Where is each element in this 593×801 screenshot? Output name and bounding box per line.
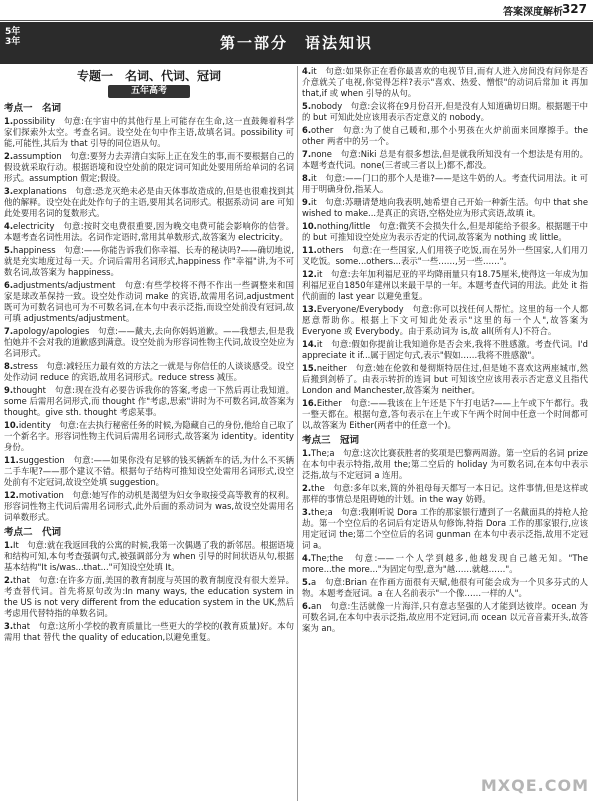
answer-item bbox=[302, 483, 588, 505]
answer-item bbox=[302, 553, 588, 575]
item-text: adjustments/adjustment 句意:有些学校将不得不作出一些调整来和国家是球改革保持一致。设空处作动词 make 的宾语,故需用名词,adjustment 既可为可数名词也可为不可数名词,在本句中表示泛指,而设空处前没有冠词,故可填 adjustments/adjustment。 bbox=[4, 280, 294, 323]
item-text: nothing/little 句意:微笑不会损失什么,但是却能给予很多。根据题干中的 but 可推知设空处应为表示否定的代词,故答案为 nothing 或 little。 bbox=[302, 221, 588, 242]
item-text: a 句意:Brian 在作画方面很有天赋,他很有可能会成为一个贝多芬式的人物。本题考查冠词。a 在人名前表示"一个像……一样的人"。 bbox=[302, 577, 588, 598]
item-text: nobody 句意:会议将在9月份召开,但是没有人知道确切日期。根据题干中的 but 可知此处应该用表示否定意义的 nobody。 bbox=[302, 101, 588, 122]
item-number: 5. bbox=[302, 101, 312, 111]
item-text: identity 句意:在去执行秘密任务的时候,为隐藏自己的身份,他给自己取了一个新名字。形容词性物主代词后需用名词形式,故答案为 identity。identity 身份。 bbox=[4, 420, 294, 452]
item-text: it 句意:苏珊请楚地向我表明,她希望自己开始一种新生活。句中 that she wished to make...是真正的宾语,空格处应为形式宾语,故填 it。 bbox=[302, 197, 588, 218]
item-text: explanations 句意:恐龙灭绝未必是由天体事故造成的,但是也很难找到其他的解释。设空处在此处作句子的主语,要用其名词形式。根据系动词 are 可知此处要用名词的复数形式。 bbox=[4, 186, 294, 218]
item-number: 8. bbox=[4, 361, 14, 371]
item-number: 7. bbox=[302, 149, 312, 159]
item-number: 14. bbox=[302, 339, 317, 349]
item-text: electricity 句意:按时交电费很重要,因为晚交电费可能会影响你的信誉。本题考查名词性用法。名词作定语时,常用其单数形式,故答案为 electricity。 bbox=[4, 221, 294, 242]
answer-item bbox=[4, 116, 294, 149]
answer-item bbox=[302, 398, 588, 431]
item-number: 8. bbox=[302, 173, 312, 183]
item-number: 3. bbox=[4, 186, 14, 196]
item-number: 11. bbox=[4, 455, 19, 465]
item-number: 4. bbox=[4, 221, 14, 231]
item-text: motivation 句意:她写作的动机是渴望为妇女争取接受高等教育的权利。形容词性物主代词后需用名词形式,此外后面的系动词为 was,故设空处需用名词单数形式。 bbox=[4, 490, 294, 522]
right-column bbox=[302, 66, 588, 801]
item-text: stress 句意:减轻压力最有效的方法之一就是与你信任的人谈谈感受。设空处作动词 reduce 的宾语,故用名词形式。reduce stress 减压。 bbox=[4, 361, 294, 382]
item-number: 12. bbox=[4, 490, 19, 500]
item-number: 2. bbox=[4, 151, 14, 161]
item-text: it 句意:如果你正在看你最喜欢的电视节目,而有人进入房间没有问你是否介意就关了电视,你觉得怎样?表示"喜欢、热爱、憎恨"的动词后常加 it 再加 that,if 或 when 引导的从句。 bbox=[302, 66, 588, 98]
item-number: 4. bbox=[302, 66, 312, 76]
item-number: 1. bbox=[4, 540, 14, 550]
item-text: it 句意:去年加利福尼亚的平均降雨量只有18.75厘米,使得这一年成为加利福尼亚自1850年建州以来最干旱的一年。本题考查代词的用法。此处 it 指代前面的 last year 以避免重复。 bbox=[302, 269, 588, 301]
item-number: 6. bbox=[4, 280, 14, 290]
answer-item bbox=[302, 339, 588, 361]
answer-item bbox=[302, 448, 588, 481]
section-heading-articles: 考点三 冠词 bbox=[302, 435, 360, 446]
column-divider bbox=[297, 66, 298, 801]
page-number: 327 bbox=[561, 2, 587, 16]
answer-item bbox=[302, 245, 588, 267]
item-text: an 句意:生活就像一片海洋,只有意志坚强的人才能到达彼岸。ocean 为可数名词,在本句中表示泛指,故应用不定冠词,而 ocean 以元音音素开头,故答案为 an。 bbox=[302, 601, 588, 633]
header-title: 答案深度解析 bbox=[503, 7, 563, 18]
brand-logo: 5年 3年 bbox=[5, 27, 21, 47]
item-text: Everyone/Everybody 句意:你可以找任何人帮忙。这里的每一个人都愿意帮助你。根据上下文可知此处表示"这里的每一个人",故答案为 Everyone 或 Everybody。由于系动词为 is,故 all(所有人)不符合。 bbox=[302, 304, 588, 336]
item-text: it 句意:——门口的那个人是谁?——是这牛奶的人。考查代词用法。it 可用于明确身份,指某人。 bbox=[302, 173, 588, 194]
item-text: none 句意:Niki 总是有很多想法,但是就我所知没有一个想法是有用的。本题考查代词。none(三者或三者以上)都不,都没。 bbox=[302, 149, 588, 170]
item-number: 12. bbox=[302, 269, 317, 279]
answer-item bbox=[302, 149, 588, 171]
answer-item bbox=[302, 577, 588, 599]
item-text: The;a 句意:这次比赛获胜者的奖项是巴黎两周游。第一空后的名词 prize 在本句中表示特指,故用 the;第二空后的 holiday 为可数名词,在本句中表示泛指,故与不定冠词 a 连用。 bbox=[302, 448, 588, 480]
item-number: 3. bbox=[302, 507, 312, 517]
section-badge: 五年高考 bbox=[108, 85, 190, 98]
item-number: 15. bbox=[302, 363, 317, 373]
item-number: 3. bbox=[4, 621, 14, 631]
item-number: 9. bbox=[302, 197, 312, 207]
answer-item bbox=[302, 601, 588, 634]
section-heading-pronouns: 考点二 代词 bbox=[4, 527, 62, 538]
answer-item bbox=[302, 101, 588, 123]
answer-item bbox=[4, 326, 294, 359]
answer-item bbox=[4, 186, 294, 219]
item-number: 9. bbox=[4, 385, 14, 395]
item-number: 1. bbox=[4, 116, 14, 126]
answer-item bbox=[302, 173, 588, 195]
item-text: It 句意:就在我返回我的公寓的时候,我第一次偶遇了我的新邻居。根据语境和结构可知,本句考查强调句式,被强调部分为 when 引导的时间状语从句,根据基本结构"It is/was...that..."可知设空处填 It。 bbox=[4, 540, 294, 572]
item-text: thought 句意:现在没有必要告诉我你的答案,考虑一下然后再让我知道。some 后需用名词形式,而 thought 作"考虑,思索"讲时为不可数名词,故答案为 thought。give sth. thought 考虑某事。 bbox=[4, 385, 294, 417]
item-text: possibility 句意:在宇宙中的其他行星上可能存在生命,这一直鼓舞着科学家们探索外太空。考查名词。设空处在句中作主语,故填名词。possibility 可能,可能性,其后为 that 引导的同位语从句。 bbox=[4, 116, 294, 148]
item-number: 13. bbox=[302, 304, 317, 314]
answer-item bbox=[4, 575, 294, 619]
article-answer-list bbox=[302, 448, 588, 634]
item-text: others 句意:在一些国家,人们用筷子吃饭,而在另外一些国家,人们用刀叉吃饭。some...others...表示"一些……,另一些……"。 bbox=[302, 245, 588, 266]
item-number: 11. bbox=[302, 245, 317, 255]
answer-item bbox=[4, 221, 294, 243]
item-text: assumption 句意:要努力去弄清白实际上正在发生的事,而不要根据自己的假设就采取行动。根据语境和设空处前的限定词可知此处要用所给单词的名词形式。assumption 假定;假设。 bbox=[4, 151, 294, 183]
item-number: 5. bbox=[302, 577, 312, 587]
item-text: that 句意:这所小学校的教育质量比一些更大的学校的(教育质量)好。本句需用 that 替代 the quality of education,以避免重复。 bbox=[4, 621, 294, 642]
pronoun-answer-list-cont bbox=[302, 66, 588, 431]
answer-item bbox=[302, 125, 588, 147]
page-header bbox=[0, 0, 593, 21]
answer-item bbox=[302, 507, 588, 551]
answer-item bbox=[4, 490, 294, 523]
answer-item bbox=[302, 66, 588, 99]
item-number: 10. bbox=[4, 420, 19, 430]
item-number: 1. bbox=[302, 448, 312, 458]
item-text: Either 句意:——我该在上午还是下午打电话?——上午或下午都行。我一整天都在。根据句意,答句表示在上午或下午两个时间中任意一个时间都可以,故答案为 Either(两者中的任意一个)。 bbox=[302, 398, 588, 430]
item-text: The;the 句意:——一个人学到越多,他越发现自己越无知。"The more...the more..."为固定句型,意为"越……就越……"。 bbox=[302, 553, 588, 574]
pronoun-answer-list bbox=[4, 540, 294, 643]
answer-item bbox=[302, 221, 588, 243]
item-text: other 句意:为了使自己暖和,那个小男孩在火炉前面来回摩擦手。the other 两者中的另一个。 bbox=[302, 125, 588, 146]
answer-item bbox=[4, 455, 294, 488]
item-number: 2. bbox=[4, 575, 14, 585]
item-number: 5. bbox=[4, 245, 14, 255]
answer-item bbox=[4, 420, 294, 453]
answer-item bbox=[4, 540, 294, 573]
answer-item bbox=[4, 151, 294, 184]
noun-answer-list bbox=[4, 116, 294, 523]
item-number: 4. bbox=[302, 553, 312, 563]
item-number: 2. bbox=[302, 483, 312, 493]
answer-item bbox=[302, 363, 588, 396]
item-text: neither 句意:她在伦敦和曼彻斯特居住过,但是她不喜欢这两座城市,然后搬到剑桥了。由表示转折的连词 but 可知该空应该用表示否定意义且指代 London and Manchester,故答案为 neither。 bbox=[302, 363, 588, 395]
item-number: 16. bbox=[302, 398, 317, 408]
item-text: the 句意:多年以来,简的外祖母每天都写一本日记。这件事情,但是这样或那样的事情总是阻碍她的计划。in the way 妨碍。 bbox=[302, 483, 588, 504]
answer-item bbox=[4, 361, 294, 383]
item-text: that 句意:在许多方面,美国的教育制度与英国的教育制度没有很大差异。考查替代词。首先将原句改为:In many ways, the education system in the US is not very different from the education system in the UK,然后考虑用代替特指的单数名词。 bbox=[4, 575, 294, 618]
item-number: 7. bbox=[4, 326, 14, 336]
item-text: it 句意:假如你提前让我知道你是否会来,我将不胜感激。考查代词。I'd appreciate it if...属于固定句式,表示"假如……我将不胜感激"。 bbox=[302, 339, 588, 360]
banner-title: 第一部分 语法知识 bbox=[219, 34, 373, 52]
answer-item bbox=[4, 280, 294, 324]
item-text: apology/apologies 句意:——戴夫,去向你妈妈道歉。——我想去,但是我怕她并不会对我的道歉感到满意。设空处前为形容词性物主代词,故设空处应为名词形式。 bbox=[4, 326, 294, 358]
item-number: 6. bbox=[302, 125, 312, 135]
answer-item bbox=[302, 269, 588, 302]
item-text: happiness 句意:——你能告诉我们你幸福、长寿的秘诀吗?——确切地说,就是充实地度过每一天。介词后需用名词形式,happiness 作"幸福"讲,为不可数名词,故答案为 happiness。 bbox=[4, 245, 294, 277]
item-number: 10. bbox=[302, 221, 317, 231]
answer-item bbox=[302, 197, 588, 219]
answer-item bbox=[4, 245, 294, 278]
watermark: MXQE.COM bbox=[480, 776, 589, 795]
answer-item bbox=[302, 304, 588, 337]
left-column bbox=[4, 66, 294, 801]
answer-item bbox=[4, 621, 294, 643]
item-number: 6. bbox=[302, 601, 312, 611]
topic-title: 专题一 名词、代词、冠词 bbox=[76, 69, 221, 83]
item-text: the;a 句意:我刚听说 Dora 工作的那家银行遭到了一名戴面具的持枪人抢劫。第一个空位后的名词后有定语从句修饰,特指 Dora 工作的那家银行,应该用定冠词 the;第二个空位后的名词 gunman 在本句中表示泛指,故用不定冠词 a。 bbox=[302, 507, 588, 550]
item-text: suggestion 句意:——如果你没有足够的钱买辆新车的话,为什么不买辆二手车呢?——那个建议不错。根据句子结构可推知设空处需用名词形式,设空处前有不定冠词,故设空处填 suggestion。 bbox=[4, 455, 294, 487]
section-heading-nouns: 考点一 名词 bbox=[4, 103, 62, 114]
answer-item bbox=[4, 385, 294, 418]
